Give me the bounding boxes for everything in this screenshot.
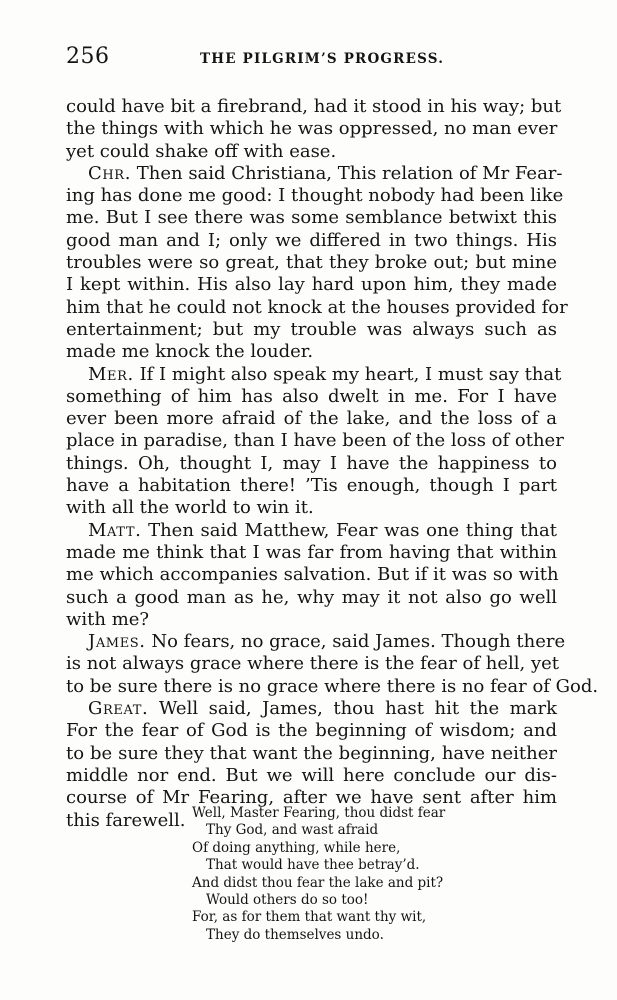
text-line: the things with which he was oppressed, no man ever xyxy=(66,118,558,140)
text-line-content: No fears, no grace, said James. Though there xyxy=(145,631,566,653)
text-line: ing has done me good: I thought nobody had been like xyxy=(66,185,564,207)
verse-line: Thy God, and wast afraid xyxy=(206,822,379,839)
verse-line: And didst thou fear the lake and pit? xyxy=(192,874,444,891)
text-line xyxy=(66,363,562,386)
speaker-label: Great. xyxy=(88,698,149,720)
text-line: course of Mr Fearing, after we have sent after him xyxy=(66,787,557,809)
speaker-label: Chr. xyxy=(88,162,132,184)
text-line: with all the world to win it. xyxy=(66,497,314,519)
text-line: place in paradise, than I have been of the loss of other xyxy=(66,430,564,452)
page-number: 256 xyxy=(66,44,110,69)
verse-line: Well, Master Fearing, thou didst fear xyxy=(192,805,446,821)
verse-line: Would others do so too! xyxy=(206,892,369,909)
farewell-verse xyxy=(192,805,492,944)
text-line: troubles were so great, that they broke out; but mine xyxy=(66,252,557,274)
text-line-content: If I might also speak my heart, I must say that xyxy=(133,363,562,385)
speaker-label: James. xyxy=(88,631,146,653)
text-line: I kept within. His also lay hard upon him, they made xyxy=(66,274,557,296)
text-line: me. But I see there was some semblance betwixt this xyxy=(66,207,557,229)
text-line: made me think that I was far from having that within xyxy=(66,541,557,563)
paragraph xyxy=(66,96,562,163)
verse-line: That would have thee betray’d. xyxy=(206,857,420,874)
verse-line: They do themselves undo. xyxy=(206,926,384,943)
text-line: ever been more afraid of the lake, and the loss of a xyxy=(66,408,557,430)
text-line-content: Well said, James, thou hast hit the mark xyxy=(148,698,557,720)
running-title: THE PILGRIM’S PROGRESS. xyxy=(200,51,445,67)
text-line xyxy=(66,162,563,185)
text-line: this farewell. xyxy=(66,809,186,831)
text-line xyxy=(66,520,557,542)
text-line: good man and I; only we differed in two things. His xyxy=(66,229,557,251)
body-text xyxy=(66,96,599,832)
text-line: him that he could not knock at the houses provided for xyxy=(66,296,568,318)
text-line: middle nor end. But we will here conclude our dis- xyxy=(66,764,557,786)
text-line: made me knock the louder. xyxy=(66,341,314,363)
text-line: with me? xyxy=(66,608,150,630)
paragraph xyxy=(66,363,564,520)
paragraph xyxy=(66,520,557,631)
paragraph xyxy=(66,631,599,698)
running-head xyxy=(66,44,557,72)
text-line: could have bit a firebrand, had it stood in his way; but xyxy=(66,96,562,117)
text-line: things. Oh, thought I, may I have the happiness to xyxy=(66,452,557,474)
speaker-label: Mer. xyxy=(88,363,134,385)
text-line: For the fear of God is the beginning of wisdom; and xyxy=(66,720,557,742)
text-line-content: Then said Matthew, Fear was one thing that xyxy=(141,519,557,541)
verse-line: Of doing anything, while here, xyxy=(192,839,401,856)
text-line: to be sure they that want the beginning, have neither xyxy=(66,742,557,764)
paragraph xyxy=(66,162,568,364)
text-line: to be sure there is no grace where there is no fear of God. xyxy=(66,675,599,697)
text-line-content: Then said Christiana, This relation of Mr Fear- xyxy=(131,162,563,184)
speaker-label: Matt. xyxy=(88,519,142,541)
text-line xyxy=(66,631,566,653)
text-line: such a good man as he, why may it not also go well xyxy=(66,586,557,608)
text-line: have a habitation there! ’Tis enough, though I part xyxy=(66,475,557,497)
text-line: entertainment; but my trouble was always such as xyxy=(66,318,557,340)
text-line: me which accompanies salvation. But if it was so with xyxy=(66,564,559,586)
text-line xyxy=(66,698,557,720)
text-line: something of him has also dwelt in me. For I have xyxy=(66,385,557,407)
text-line: yet could shake off with ease. xyxy=(66,140,337,162)
verse-line: For, as for them that want thy wit, xyxy=(192,909,427,926)
text-line: is not always grace where there is the fear of hell, yet xyxy=(66,653,560,675)
